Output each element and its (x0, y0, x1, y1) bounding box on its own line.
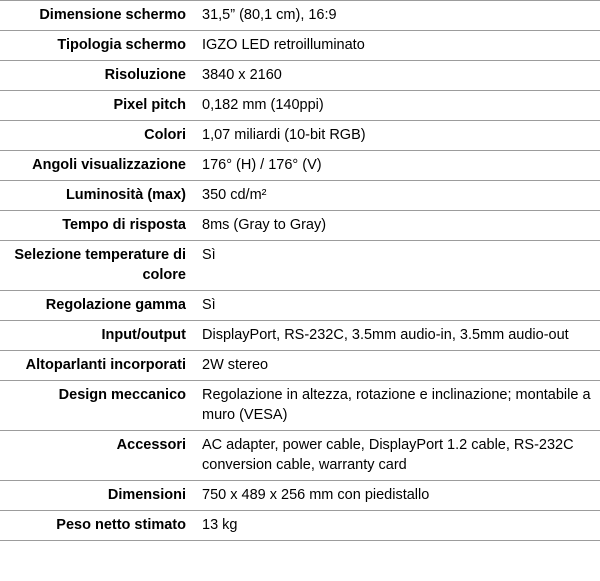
spec-row-viewing-angles (0, 151, 600, 181)
spec-row-net-weight (0, 511, 600, 541)
spec-label: Regolazione gamma (0, 291, 193, 321)
spec-value: Sì (193, 291, 600, 321)
spec-label: Colori (0, 121, 193, 151)
spec-value: 176° (H) / 176° (V) (193, 151, 600, 181)
spec-row-screen-type (0, 31, 600, 61)
spec-label: Peso netto stimato (0, 511, 193, 541)
spec-value: Regolazione in altezza, rotazione e inclinazione; montabile a muro (VESA) (193, 381, 600, 431)
spec-label: Dimensione schermo (0, 1, 193, 31)
spec-value: 8ms (Gray to Gray) (193, 211, 600, 241)
spec-label: Input/output (0, 321, 193, 351)
spec-row-accessories (0, 431, 600, 481)
spec-row-brightness (0, 181, 600, 211)
spec-label: Risoluzione (0, 61, 193, 91)
spec-label: Pixel pitch (0, 91, 193, 121)
spec-label: Luminosità (max) (0, 181, 193, 211)
spec-label: Selezione temperature di colore (0, 241, 193, 291)
spec-row-speakers (0, 351, 600, 381)
spec-row-dimensions (0, 481, 600, 511)
spec-label: Angoli visualizzazione (0, 151, 193, 181)
spec-row-screen-size (0, 1, 600, 31)
spec-label: Tempo di risposta (0, 211, 193, 241)
spec-label: Accessori (0, 431, 193, 481)
spec-value: DisplayPort, RS-232C, 3.5mm audio-in, 3.5mm audio-out (193, 321, 600, 351)
spec-value: 350 cd/m² (193, 181, 600, 211)
spec-value: 2W stereo (193, 351, 600, 381)
spec-row-pixel-pitch (0, 91, 600, 121)
spec-value: 3840 x 2160 (193, 61, 600, 91)
spec-value: 750 x 489 x 256 mm con piedistallo (193, 481, 600, 511)
spec-label: Design meccanico (0, 381, 193, 431)
spec-label: Altoparlanti incorporati (0, 351, 193, 381)
spec-value: 31,5” (80,1 cm), 16:9 (193, 1, 600, 31)
spec-value: 13 kg (193, 511, 600, 541)
spec-value: 1,07 miliardi (10-bit RGB) (193, 121, 600, 151)
spec-row-resolution (0, 61, 600, 91)
spec-row-response-time (0, 211, 600, 241)
spec-value: AC adapter, power cable, DisplayPort 1.2 cable, RS-232C conversion cable, warranty card (193, 431, 600, 481)
spec-row-gamma (0, 291, 600, 321)
spec-row-mechanical-design (0, 381, 600, 431)
spec-row-color-temperature (0, 241, 600, 291)
spec-value: Sì (193, 241, 600, 291)
spec-row-input-output (0, 321, 600, 351)
spec-row-colors (0, 121, 600, 151)
spec-label: Dimensioni (0, 481, 193, 511)
spec-value: IGZO LED retroilluminato (193, 31, 600, 61)
spec-value: 0,182 mm (140ppi) (193, 91, 600, 121)
spec-label: Tipologia schermo (0, 31, 193, 61)
